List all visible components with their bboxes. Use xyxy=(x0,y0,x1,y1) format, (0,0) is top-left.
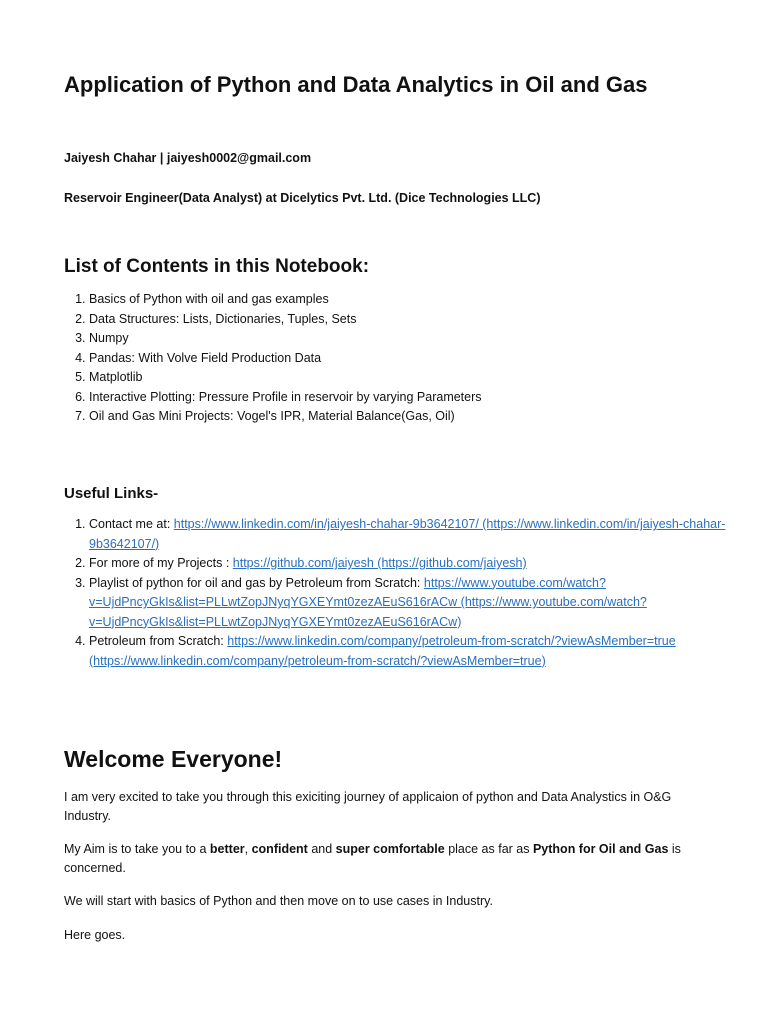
welcome-paragraph-3: We will start with basics of Python and then move on to use cases in Industry. xyxy=(64,894,493,908)
link-prefix: Contact me at: xyxy=(89,517,174,531)
contents-list xyxy=(64,290,729,427)
bold-text: confident xyxy=(251,842,308,856)
petroleum-from-scratch-link[interactable]: https://www.linkedin.com/company/petroleum-from-scratch/?viewAsMember=true (https://www.linkedin.com/company/petroleum-from-scratch/?viewAsMember=true) xyxy=(89,634,676,668)
list-item: 2. Data Structures: Lists, Dictionaries, Tuples, Sets xyxy=(89,310,729,330)
contents-heading: List of Contents in this Notebook: xyxy=(64,256,370,277)
text-segment: place as far as xyxy=(444,842,533,856)
list-item: 4. Pandas: With Volve Field Production Data xyxy=(89,349,729,369)
list-item: 5. Matplotlib xyxy=(89,368,729,388)
link-prefix: Petroleum from Scratch: xyxy=(89,634,228,648)
text-segment: , xyxy=(244,842,252,856)
text-segment: and xyxy=(307,842,336,856)
github-link[interactable]: https://github.com/jaiyesh (https://github.com/jaiyesh) xyxy=(232,556,527,570)
bold-text: super comfortable xyxy=(335,842,445,856)
link-item-playlist xyxy=(89,574,729,633)
link-item-contact xyxy=(89,515,729,554)
author-line: Jaiyesh Chahar | jaiyesh0002@gmail.com xyxy=(64,151,312,165)
youtube-playlist-link[interactable]: https://www.youtube.com/watch?v=UjdPncyGkIs&list=PLLwtZopJNyqYGXEYmt0zezAEuS616rACw (https://www.youtube.com/watch?v=UjdPncyGkIs&list=PLLwtZopJNyqYGXEYmt0zezAEuS616rACw) xyxy=(89,575,647,629)
page-title: Application of Python and Data Analytics in Oil and Gas xyxy=(64,72,648,97)
welcome-paragraph-2 xyxy=(64,840,704,878)
role-line: Reservoir Engineer(Data Analyst) at Dicelytics Pvt. Ltd. (Dice Technologies LLC) xyxy=(64,191,541,205)
text-segment: My Aim is to take you to a xyxy=(64,842,210,856)
link-item-petroleum xyxy=(89,632,729,671)
text-segment: is concerned. xyxy=(64,842,681,875)
bold-text: Python for Oil and Gas xyxy=(532,842,669,856)
linkedin-profile-link[interactable]: https://www.linkedin.com/in/jaiyesh-chahar-9b3642107/ (https://www.linkedin.com/in/jaiyesh-chahar-9b3642107/) xyxy=(89,517,726,551)
welcome-paragraph-1: I am very excited to take you through this exiciting journey of applicaion of python and Data Analystics in O&G Industry. xyxy=(64,790,672,823)
useful-links-heading: Useful Links- xyxy=(64,485,159,502)
list-item: 7. Oil and Gas Mini Projects: Vogel's IPR, Material Balance(Gas, Oil) xyxy=(89,407,729,427)
bold-text: better xyxy=(209,842,245,856)
list-item: 6. Interactive Plotting: Pressure Profile in reservoir by varying Parameters xyxy=(89,388,729,408)
list-item: 3. Numpy xyxy=(89,329,729,349)
link-prefix: Playlist of python for oil and gas by Petroleum from Scratch: xyxy=(89,575,424,590)
welcome-paragraph-4: Here goes. xyxy=(64,928,126,942)
welcome-heading: Welcome Everyone! xyxy=(64,746,283,772)
list-item: 1. Basics of Python with oil and gas examples xyxy=(89,290,729,310)
useful-links-list xyxy=(64,515,729,671)
link-item-projects xyxy=(89,554,729,574)
link-prefix: For more of my Projects : xyxy=(89,556,233,570)
